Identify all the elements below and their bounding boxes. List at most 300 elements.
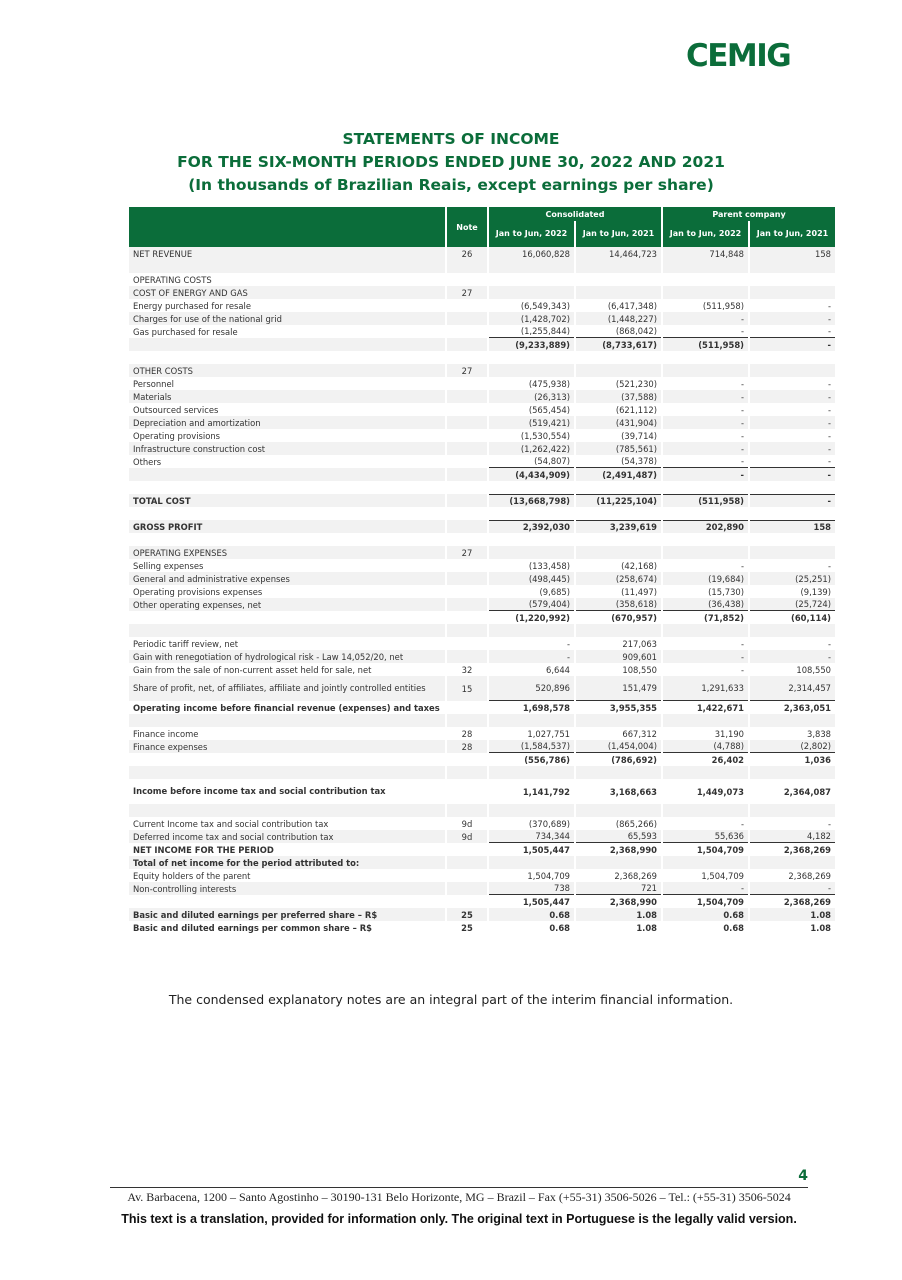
cell-p2021: -	[750, 817, 835, 830]
cell-c2022: (556,786)	[489, 753, 574, 766]
row-label	[129, 714, 445, 727]
table-row	[129, 494, 835, 507]
cell-p2022: (511,958)	[663, 494, 748, 507]
cell-p2022	[663, 260, 748, 273]
table-row	[129, 714, 835, 727]
cell-c2021: (1,448,227)	[576, 312, 661, 325]
table-row	[129, 533, 835, 546]
cell-p2021: -	[750, 403, 835, 416]
footer-divider	[110, 1187, 808, 1188]
row-label: Periodic tariff review, net	[129, 637, 445, 650]
row-label: Total of net income for the period attributed to:	[129, 856, 445, 869]
cell-c2022	[489, 286, 574, 299]
cell-c2021: (11,497)	[576, 585, 661, 598]
table-row	[129, 442, 835, 455]
cell-c2022	[489, 624, 574, 637]
row-note	[447, 585, 487, 598]
cell-p2022: 1,504,709	[663, 895, 748, 908]
cell-c2021: 2,368,269	[576, 869, 661, 882]
header-parent-company: Parent company	[663, 207, 835, 221]
cell-c2021	[576, 533, 661, 546]
cell-c2021: (258,674)	[576, 572, 661, 585]
row-label	[129, 481, 445, 494]
cell-c2021: (865,266)	[576, 817, 661, 830]
cell-p2022: -	[663, 468, 748, 481]
statement-title	[0, 128, 902, 197]
cell-p2021: -	[750, 494, 835, 507]
cell-c2022: -	[489, 637, 574, 650]
row-label	[129, 533, 445, 546]
row-label	[129, 895, 445, 908]
row-label: Non-controlling interests	[129, 882, 445, 895]
cell-p2021: 4,182	[750, 830, 835, 843]
row-label: Charges for use of the national grid	[129, 312, 445, 325]
cell-c2021: 14,464,723	[576, 247, 661, 260]
cell-p2021	[750, 856, 835, 869]
table-row	[129, 520, 835, 533]
row-note	[447, 598, 487, 611]
cell-c2022: 0.68	[489, 921, 574, 934]
row-note	[447, 273, 487, 286]
cell-p2021: 2,368,269	[750, 869, 835, 882]
cell-c2022: (4,434,909)	[489, 468, 574, 481]
row-label: Other operating expenses, net	[129, 598, 445, 611]
page-number: 4	[798, 1168, 808, 1184]
row-label: Materials	[129, 390, 445, 403]
cell-p2022	[663, 546, 748, 559]
cell-c2021	[576, 546, 661, 559]
cell-p2022: -	[663, 663, 748, 676]
cell-c2021: (785,561)	[576, 442, 661, 455]
row-label: OPERATING EXPENSES	[129, 546, 445, 559]
table-row	[129, 403, 835, 416]
row-label: COST OF ENERGY AND GAS	[129, 286, 445, 299]
cell-p2021: -	[750, 377, 835, 390]
cell-p2022	[663, 507, 748, 520]
cell-c2022: (579,404)	[489, 598, 574, 611]
row-label: Income before income tax and social contribution tax	[129, 779, 445, 804]
cell-c2021: 2,368,990	[576, 843, 661, 856]
row-label: Operating provisions	[129, 429, 445, 442]
cell-p2021: 1.08	[750, 908, 835, 921]
header-consolidated-2021: Jan to Jun, 2021	[576, 221, 661, 247]
table-row	[129, 286, 835, 299]
row-note	[447, 650, 487, 663]
cell-c2021	[576, 624, 661, 637]
cell-p2021	[750, 364, 835, 377]
cell-c2022: (1,428,702)	[489, 312, 574, 325]
row-label	[129, 338, 445, 351]
row-label: Personnel	[129, 377, 445, 390]
row-note	[447, 624, 487, 637]
cell-p2022	[663, 273, 748, 286]
row-label	[129, 804, 445, 817]
row-label	[129, 624, 445, 637]
cell-c2021: (786,692)	[576, 753, 661, 766]
header-consolidated: Consolidated	[489, 207, 661, 221]
cell-p2022: (15,730)	[663, 585, 748, 598]
cell-c2021	[576, 286, 661, 299]
cell-p2022: 31,190	[663, 727, 748, 740]
cell-c2022: (1,255,844)	[489, 325, 574, 338]
row-note	[447, 882, 487, 895]
cell-p2022	[663, 481, 748, 494]
cell-p2021	[750, 260, 835, 273]
row-label: Deferred income tax and social contribution tax	[129, 830, 445, 843]
row-note	[447, 260, 487, 273]
cell-p2022: 55,636	[663, 830, 748, 843]
table-row	[129, 546, 835, 559]
cell-p2022	[663, 351, 748, 364]
cell-c2022: (13,668,798)	[489, 494, 574, 507]
cell-c2022: 2,392,030	[489, 520, 574, 533]
row-label: Finance income	[129, 727, 445, 740]
row-note: 25	[447, 921, 487, 934]
row-label: NET REVENUE	[129, 247, 445, 260]
row-note	[447, 779, 487, 804]
table-row	[129, 507, 835, 520]
row-label: Energy purchased for resale	[129, 299, 445, 312]
table-row	[129, 727, 835, 740]
row-label	[129, 260, 445, 273]
cell-p2022	[663, 804, 748, 817]
cell-c2021: (670,957)	[576, 611, 661, 624]
cell-c2022	[489, 273, 574, 286]
cell-p2022	[663, 364, 748, 377]
cell-p2021: (25,251)	[750, 572, 835, 585]
row-label: Depreciation and amortization	[129, 416, 445, 429]
cell-p2022	[663, 624, 748, 637]
cell-p2022: -	[663, 416, 748, 429]
cell-c2021: 3,168,663	[576, 779, 661, 804]
cell-p2021: -	[750, 390, 835, 403]
row-note	[447, 559, 487, 572]
cell-c2021: 108,550	[576, 663, 661, 676]
cell-c2022	[489, 546, 574, 559]
cell-p2022: -	[663, 455, 748, 468]
row-label	[129, 611, 445, 624]
cell-c2022: (475,938)	[489, 377, 574, 390]
cell-c2021	[576, 856, 661, 869]
cell-c2021: 151,479	[576, 676, 661, 701]
cell-c2021: (521,230)	[576, 377, 661, 390]
cell-c2021: 1.08	[576, 921, 661, 934]
cell-p2022: 202,890	[663, 520, 748, 533]
title-line-1: STATEMENTS OF INCOME	[342, 130, 560, 148]
cell-p2021: (2,802)	[750, 740, 835, 753]
table-row	[129, 364, 835, 377]
cell-c2021	[576, 351, 661, 364]
cell-p2021: 2,368,269	[750, 895, 835, 908]
cell-p2021	[750, 481, 835, 494]
cell-p2021	[750, 804, 835, 817]
cell-p2021: -	[750, 468, 835, 481]
table-row	[129, 338, 835, 351]
row-note	[447, 338, 487, 351]
cell-p2021: -	[750, 429, 835, 442]
table-row	[129, 650, 835, 663]
row-note	[447, 416, 487, 429]
cell-c2022: (1,220,992)	[489, 611, 574, 624]
cell-p2021: (25,724)	[750, 598, 835, 611]
cell-p2021: 1.08	[750, 921, 835, 934]
cell-c2021	[576, 364, 661, 377]
cell-p2022: 26,402	[663, 753, 748, 766]
cell-c2022: 1,505,447	[489, 895, 574, 908]
cell-c2021: (358,618)	[576, 598, 661, 611]
cell-p2022: -	[663, 390, 748, 403]
row-note	[447, 299, 487, 312]
row-label: GROSS PROFIT	[129, 520, 445, 533]
cell-p2022: -	[663, 429, 748, 442]
cell-c2022: 738	[489, 882, 574, 895]
row-note	[447, 520, 487, 533]
row-note	[447, 442, 487, 455]
cell-c2021: 721	[576, 882, 661, 895]
company-address: Av. Barbacena, 1200 – Santo Agostinho – 30190-131 Belo Horizonte, MG – Brazil – Fax (+55-31) 3506-5026 – Tel.: (+55-31) 3506-5024	[127, 1190, 791, 1204]
cell-p2022: (4,788)	[663, 740, 748, 753]
cell-c2021	[576, 804, 661, 817]
cell-p2021: -	[750, 559, 835, 572]
cell-c2022: (1,530,554)	[489, 429, 574, 442]
table-row	[129, 299, 835, 312]
cell-p2022: 0.68	[663, 908, 748, 921]
table-row	[129, 804, 835, 817]
cell-c2022: -	[489, 650, 574, 663]
cell-p2022	[663, 714, 748, 727]
cell-c2021: (431,904)	[576, 416, 661, 429]
cell-p2022: -	[663, 882, 748, 895]
row-note	[447, 403, 487, 416]
cell-p2022: -	[663, 325, 748, 338]
cell-c2022: 1,505,447	[489, 843, 574, 856]
row-note: 28	[447, 727, 487, 740]
cell-p2022	[663, 766, 748, 779]
table-row	[129, 247, 835, 260]
table-row	[129, 908, 835, 921]
cell-c2021	[576, 260, 661, 273]
cell-c2021: 2,368,990	[576, 895, 661, 908]
cell-c2021	[576, 481, 661, 494]
row-note	[447, 533, 487, 546]
cell-p2021: -	[750, 312, 835, 325]
cell-c2021: (8,733,617)	[576, 338, 661, 351]
cell-p2022: -	[663, 817, 748, 830]
cell-p2022: 1,449,073	[663, 779, 748, 804]
row-label	[129, 351, 445, 364]
cell-c2021: 3,239,619	[576, 520, 661, 533]
cell-p2021: 1,036	[750, 753, 835, 766]
row-note	[447, 377, 487, 390]
cell-p2022: (36,438)	[663, 598, 748, 611]
row-note	[447, 468, 487, 481]
cell-p2022: -	[663, 377, 748, 390]
table-row	[129, 572, 835, 585]
row-label: Equity holders of the parent	[129, 869, 445, 882]
row-note: 9d	[447, 830, 487, 843]
income-statement-table	[127, 207, 837, 934]
table-row	[129, 869, 835, 882]
row-note	[447, 843, 487, 856]
row-label: Operating provisions expenses	[129, 585, 445, 598]
table-row	[129, 843, 835, 856]
cell-p2021: 2,314,457	[750, 676, 835, 701]
table-row	[129, 377, 835, 390]
table-row	[129, 416, 835, 429]
cell-c2021: (37,588)	[576, 390, 661, 403]
cell-c2021	[576, 714, 661, 727]
row-note	[447, 312, 487, 325]
table-row	[129, 559, 835, 572]
cell-c2022	[489, 364, 574, 377]
row-note	[447, 572, 487, 585]
cell-c2021: (1,454,004)	[576, 740, 661, 753]
row-label: OTHER COSTS	[129, 364, 445, 377]
row-note	[447, 895, 487, 908]
cell-c2021: (54,378)	[576, 455, 661, 468]
cell-p2021: (60,114)	[750, 611, 835, 624]
table-row	[129, 753, 835, 766]
header-note: Note	[447, 207, 487, 247]
table-row	[129, 260, 835, 273]
row-note: 27	[447, 546, 487, 559]
row-label: Others	[129, 455, 445, 468]
row-label: TOTAL COST	[129, 494, 445, 507]
cell-p2022	[663, 533, 748, 546]
cell-c2022	[489, 481, 574, 494]
row-note	[447, 325, 487, 338]
cell-c2021: (2,491,487)	[576, 468, 661, 481]
cell-c2021: 909,601	[576, 650, 661, 663]
row-label: Infrastructure construction cost	[129, 442, 445, 455]
cell-c2022	[489, 856, 574, 869]
cell-c2021: 667,312	[576, 727, 661, 740]
svg-text:CEMIG: CEMIG	[686, 38, 791, 72]
cell-c2022	[489, 351, 574, 364]
cell-p2021: 3,838	[750, 727, 835, 740]
header-parent-2021: Jan to Jun, 2021	[750, 221, 835, 247]
cell-p2021	[750, 546, 835, 559]
cell-c2021: (39,714)	[576, 429, 661, 442]
cell-p2021	[750, 286, 835, 299]
cell-c2021: (6,417,348)	[576, 299, 661, 312]
cell-c2021	[576, 507, 661, 520]
row-note: 27	[447, 286, 487, 299]
cell-p2022: (71,852)	[663, 611, 748, 624]
cell-p2021	[750, 624, 835, 637]
cell-c2022: (1,262,422)	[489, 442, 574, 455]
row-note	[447, 869, 487, 882]
table-row	[129, 598, 835, 611]
table-row	[129, 273, 835, 286]
cell-p2021: -	[750, 299, 835, 312]
cell-p2021: 2,368,269	[750, 843, 835, 856]
cell-p2021: -	[750, 338, 835, 351]
table-row	[129, 312, 835, 325]
cell-p2021: 108,550	[750, 663, 835, 676]
cell-c2022	[489, 260, 574, 273]
cell-p2021: 2,363,051	[750, 701, 835, 714]
cell-p2022: 1,422,671	[663, 701, 748, 714]
cell-c2022: (1,584,537)	[489, 740, 574, 753]
cell-c2022: 16,060,828	[489, 247, 574, 260]
row-label: Basic and diluted earnings per common share – R$	[129, 921, 445, 934]
table-row	[129, 921, 835, 934]
table-row	[129, 740, 835, 753]
row-note	[447, 481, 487, 494]
cell-c2022: (9,685)	[489, 585, 574, 598]
cell-c2022	[489, 804, 574, 817]
row-label: General and administrative expenses	[129, 572, 445, 585]
cell-c2022: (133,458)	[489, 559, 574, 572]
title-line-2: FOR THE SIX-MONTH PERIODS ENDED JUNE 30, 2022 AND 2021	[177, 153, 725, 171]
cell-c2021: 65,593	[576, 830, 661, 843]
cell-c2022: (565,454)	[489, 403, 574, 416]
row-label: Gain from the sale of non-current asset held for sale, net	[129, 663, 445, 676]
cell-p2022	[663, 286, 748, 299]
row-note	[447, 494, 487, 507]
cell-c2021: (868,042)	[576, 325, 661, 338]
cell-p2022: -	[663, 403, 748, 416]
footnote: The condensed explanatory notes are an integral part of the interim financial information.	[168, 992, 734, 1007]
cell-p2021	[750, 533, 835, 546]
cell-c2022: 1,141,792	[489, 779, 574, 804]
table-row	[129, 390, 835, 403]
row-label	[129, 766, 445, 779]
cell-p2022: 1,504,709	[663, 869, 748, 882]
cemig-logo	[686, 38, 808, 72]
table-row	[129, 455, 835, 468]
row-note	[447, 753, 487, 766]
table-row	[129, 325, 835, 338]
cell-c2021	[576, 273, 661, 286]
cell-c2022: (6,549,343)	[489, 299, 574, 312]
cell-p2021: -	[750, 882, 835, 895]
row-label	[129, 468, 445, 481]
table-row	[129, 766, 835, 779]
table-row	[129, 481, 835, 494]
cell-c2022: 734,344	[489, 830, 574, 843]
header-label-blank	[129, 207, 445, 247]
cell-c2021: (11,225,104)	[576, 494, 661, 507]
cell-c2021: 217,063	[576, 637, 661, 650]
row-label: Outsourced services	[129, 403, 445, 416]
cell-c2022	[489, 714, 574, 727]
row-note	[447, 637, 487, 650]
table-row	[129, 830, 835, 843]
cell-p2021: (9,139)	[750, 585, 835, 598]
cell-p2022: (511,958)	[663, 338, 748, 351]
cell-c2022: (498,445)	[489, 572, 574, 585]
cell-c2022: 1,504,709	[489, 869, 574, 882]
row-note: 32	[447, 663, 487, 676]
cell-p2021: -	[750, 650, 835, 663]
row-note	[447, 611, 487, 624]
row-note	[447, 351, 487, 364]
header-parent-2022: Jan to Jun, 2022	[663, 221, 748, 247]
row-label: Gain with renegotiation of hydrological risk - Law 14,052/20, net	[129, 650, 445, 663]
row-note	[447, 714, 487, 727]
row-note	[447, 429, 487, 442]
table-row	[129, 611, 835, 624]
row-note	[447, 766, 487, 779]
row-label: Share of profit, net, of affiliates, affiliate and jointly controlled entities	[129, 676, 445, 701]
cell-p2022: -	[663, 442, 748, 455]
row-note	[447, 390, 487, 403]
cell-p2021	[750, 273, 835, 286]
cell-p2022: -	[663, 650, 748, 663]
row-note: 27	[447, 364, 487, 377]
